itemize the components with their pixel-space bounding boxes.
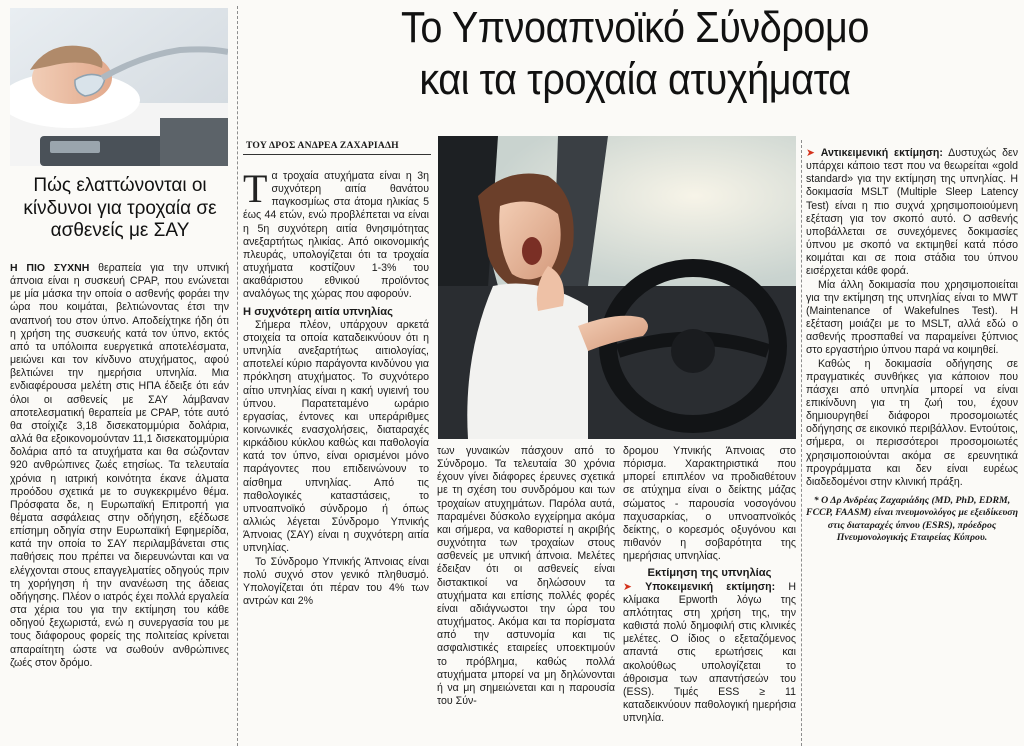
col5-paragraph-1: Δυστυχώς δεν υπάρχει κάποιο τεστ που να θεωρείται «gold standard» για την εκτίμηση της υπνηλίας. Η δοκιμασία MSLT (Multiple Sleep Latency Test) είναι η πιο συχνά χρησιμοποιούμενη εξέταση για τον σκοπό αυτό. Ο ασθενής υποβάλλεται σε συνεχόμενες δοκιμασίες ύπνου με σκοπό να εκτιμηθεί κατά πόσο κοιμάται και σε ποια στάδια του ύπνου εισέρχεται κάθε φορά. [806,147,1018,278]
sidebar-body: θεραπεία για την υπνική άπνοια είναι η συσκευή CPAP, που ενώνεται με μία μάσκα την οποία ο ασθενής φοράει την ώρα που κοιμάται, βελτιώνοντας έτσι την αναπνοή του στον ύπνο. Αποδείχτηκε ήδη ότι η χρήση της συσκευής κατά τον ύπνο, εκτός από τα υπόλοιπα ευεργετικά αποτελέσματα, μειώνει και τον κίνδυνο ατυχήματος, αφού βελτιώνει την ημερήσια υπνηλία. Μια ενδιαφέρουσα μελέτη στις ΗΠΑ έδειξε ότι εάν όλοι οι ασθενείς με ΣΑΥ λάμβαναν αποτελεσματική θεραπεία με CPAP, τότε αυτό θα στοίχιζε 3,18 δισεκατομμύρια δολάρια, αλλά θα εξοικονομούνταν 11,1 δισεκατομμύρια δολάρια από τα ατυχήματα και θα σώζονταν 920 ανθρώπινες ζωές ετησίως. Τα τελευταία χρόνια η ιατρική κοινότητα έκανε άλματα προόδου σχετικά με το συγκεκριμένο θέμα. Πρόσφατα δε, η Ευρωπαϊκή Επιτροπή για θέματα ασφάλειας στην οδήγηση, εξέδωσε επίσημη οδηγία στην Ευρωπαϊκή Εφημερίδα, κατά την οποία το ΣΑΥ περιλαμβάνεται στις παθήσεις που πρέπει να διερευνώνται και να ελέγχονται στους επαγγελματίες οδηγούς πριν τη χορήγηση ή την ανανέωση της άδειας οδήγησης. Πλέον ο ιατρός έχει πολλά εργαλεία στα χέρια του για την εκτίμηση του κάθε οδηγού ξεχωριστά, ενώ η συνεργασία του με τους διάφορους φορείς της πολιτείας κρίνεται απαραίτητη ώστε να σωθούν ανθρώπινες ζωές στον δρόμο. [10,262,229,669]
headline [284,2,986,130]
author-signature: * Ο Δρ Ανδρέας Ζαχαριάδης (MD, PhD, EDRM, FCCP, FAASM) είναι πνευμονολόγος με εξειδίκευση στις διαταραχές ύπνου (ESRS), πρόεδρος Πνευμονολογικής Εταιρείας Κύπρου. [806,495,1018,544]
subjective-kicker: Υποκειμενική εκτίμηση: [645,580,776,593]
article-column-1 [243,170,429,746]
byline: ΤΟΥ ΔΡΟΣ ΑΝΔΡΕΑ ΖΑΧΑΡΙΑΔΗ [246,140,399,151]
drop-cap: Τ [243,170,268,211]
col4-paragraph-2: Η κλίμακα Epworth λόγω της απλότητας στη χρήση της, την καθιστά πολύ δημοφιλή στις κλινικές μελέτες. Ο ίδιος ο εξεταζόμενος απαντά στις ερωτήσεις και ακολούθως υπολογίζεται το άθροισμα των απαντήσεών του (ESS). Τιμές ESS ≥ 11 καταδεικνύουν παθολογική ημερήσια υπνηλία. [623,580,796,725]
section-title-cause: Η συχνότερη αιτία υπνηλίας [243,305,393,318]
intro-text: α τροχαία ατυχήματα είναι η 3η συχνότερη αιτία θανάτου παγκοσμίως στα άτομα ηλικίας 5 έως 44 ετών, ενώ προβλέπεται να είναι η 5η συχνότερη αιτία θνησιμότητας ανεξαρτήτως ηλικίας. Από οικονομικής πλευράς, υπολογίζεται ότι τα τροχαία ατυχήματα κοστίζουν 1-3% του ακαθάριστου εθνικού προϊόντος αναλόγως της χώρας που αφορούν. [243,170,429,301]
headline-line-2: και τα τροχαία ατυχήματα [419,55,851,104]
section1-paragraph-1: Σήμερα πλέον, υπάρχουν αρκετά στοιχεία τα οποία καταδεικνύουν ότι η υπνηλία ανεξαρτήτως αιτιολογίας, αποτελεί κύριο παράγοντα κινδύνου για πρόκληση ατυχήματος. Το συχνότερο αίτιο υπνηλίας είναι η κακή υγιεινή του ύπνου. Παρατεταμένο ωράριο εργασίας, έντονες και υπεράριθμες κοινωνικές ενασχολήσεις, διαταραχές κιρκάδιου κύκλου καθώς και παθολογία κατά τον ύπνο, είναι ορισμένοι μόνο παράγοντες που επιδεινώνουν το αίσθημα υπνηλίας. Από τις παθολογικές καταστάσεις, το υπνοαπνοϊκό σύνδρομο ή όπως αλλιώς λέγεται Σύνδρομο Υπνικής Άπνοιας (ΣΑΥ) είναι η συχνότερη αιτία υπνηλίας. [243,318,429,555]
column-divider [237,6,238,746]
article-column-2 [437,445,615,746]
col3-paragraph: των γυναικών πάσχουν από το Σύνδρομο. Τα τελευταία 30 χρόνια έχουν γίνει διάφορες έρευνες σχετικά με τη σχέση του συνδρόμου και των τροχαίων ατυχημάτων. Παρόλα αυτά, παραμένει δύσκολο εγχείρημα ακόμα και σήμερα, να καθοριστεί η ακριβής συχνότητα των τροχαίων στους ασθενείς με υπνική άπνοια. Μελέτες έδειξαν ότι οι ασθενείς είναι διστακτικοί να δηλώσουν τα ατυχήματα και επίσης πολλές φορές είναι αδιάγνωστοι την ώρα του ατυχήματος. Ακόμα και τα πορίσματα από την αστυνομία και τις ασφαλιστικές εταιρείες υποεκτιμούν το πρόβλημα, καθώς πολλά ατυχήματα μπορεί να μη δηλώνονται ή να μη σημειώνεται και η παρουσία του Σύν- [437,445,615,707]
section-title-assessment: Εκτίμηση της υπνηλίας [647,567,772,580]
yawning-driver-photo [438,136,796,439]
article-column-3 [623,445,796,746]
section1-paragraph-2: Το Σύνδρομο Υπνικής Άπνοιας είναι πολύ συχνό στον γενικό πληθυσμό. Υπολογίζεται ότι πέραν του 4% των αντρών και 2% [243,555,429,607]
arrow-icon: ➤ [623,580,632,593]
sidebar-title: Πώς ελαττώνονται οι κίνδυνοι για τροχαία σε ασθενείς με ΣΑΥ [23,175,217,241]
col5-paragraph-3: Καθώς η δοκιμασία οδήγησης σε πραγματικές συνθήκες για κάποιον που πάσχει από υπνηλία μπορεί να είναι επικίνδυνη για τη ζωή του, έχουν δημιουργηθεί διάφοροι προσομοιωτές οδήγησης σε εικονικό περιβάλλον. Εντούτοις, σήμερα, οι περισσότεροι προσομοιωτές χρησιμοποιούνται ακόμα σε ερευνητικά προγράμματα και δεν είναι ευρέως διαδεδομένοι στην κλινική πράξη. [806,357,1018,488]
headline-line-1: Το Υπνοαπνοϊκό Σύνδρομο [401,3,869,52]
objective-kicker: Αντικειμενική εκτίμηση: [820,147,943,159]
sidebar-lead: Η ΠΙΟ ΣΥΧΝΗ [10,262,90,274]
col5-paragraph-2: Μία άλλη δοκιμασία που χρησιμοποιείται για την εκτίμηση της υπνηλίας είναι το MWT (Maintenance of Wakefulnes Test). Η εξέταση μοιάζει με το MSLT, αλλά εδώ ο ασθενής προσπαθεί να παραμείνει ξύπνιος στο εργαστήριο ύπνου παρά να κοιμηθεί. [806,278,1018,357]
article-column-4 [806,147,1018,746]
sidebar-column [10,262,229,746]
arrow-icon: ➤ [806,147,815,159]
byline-rule [243,154,431,155]
cpap-patient-photo [10,8,228,166]
col4-paragraph-1: δρομου Υπνικής Άπνοιας στο πόρισμα. Χαρακτηριστικά που μπορεί επιπλέον να προδιαθέτουν σε ατύχημα είναι ο δείκτης μάζας σώματος - παρουσία νοσογόνου παχυσαρκίας, ο υπνοαπνοϊκός δείκτης, ο κορεσμός οξυγόνου και πιθανόν η σοβαρότητα της ημερήσιας υπνηλίας. [623,445,796,563]
column-divider [801,140,802,746]
